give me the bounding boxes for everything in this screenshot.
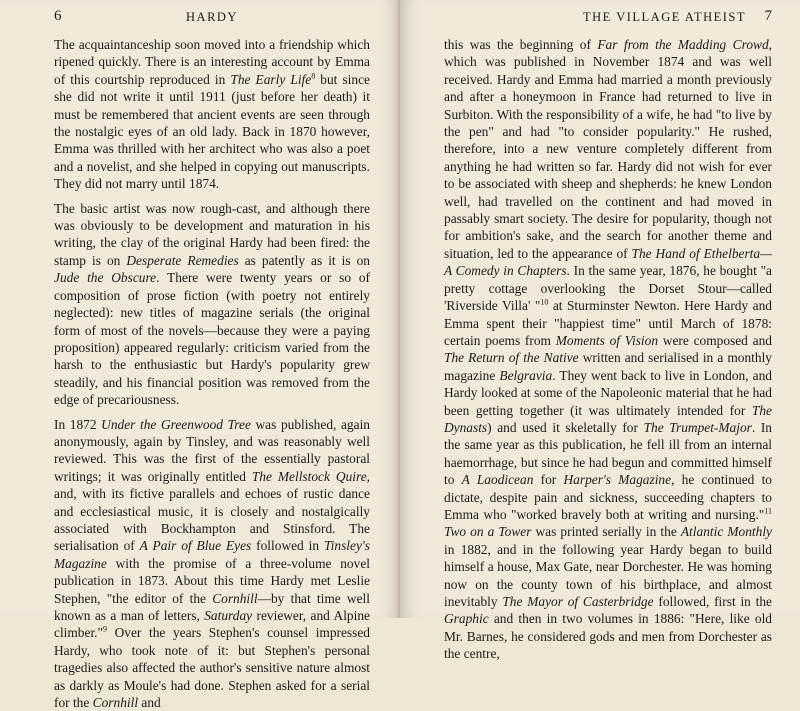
left-page-body	[54, 36, 370, 711]
italic-title: Atlantic Monthly	[680, 524, 772, 540]
text-run: written and serialised in a monthly magazine	[444, 350, 772, 383]
text-run: and	[138, 695, 161, 711]
text-run: this was the beginning of	[444, 37, 598, 52]
italic-title: The Mayor of Casterbridge	[502, 594, 654, 609]
footnote-marker: 10	[540, 297, 549, 307]
text-run: —by that time well known as a man of letters,	[54, 590, 370, 623]
italic-title: Far from the Madding Crowd	[597, 37, 769, 52]
left-page-number: 6	[54, 8, 62, 24]
paragraph	[54, 416, 370, 711]
italic-title: The Return of the Native	[444, 350, 579, 366]
text-run: for	[533, 472, 564, 488]
text-run: with the promise of a three-volume novel publication in 1873. About this time Hardy met Leslie Stephen, "the editor of the	[54, 555, 370, 606]
italic-title: Cornhill	[92, 695, 139, 711]
footnote-marker: 9	[102, 624, 107, 634]
text-run: as patently as it is on	[238, 252, 370, 268]
right-page	[400, 0, 800, 662]
right-page-body	[444, 36, 772, 663]
text-run: The acquaintanceship soon moved into a friendship which ripened quickly. There is an interesting account by Emma of this courtship reproduced in	[54, 37, 370, 87]
italic-title: Saturday	[204, 608, 253, 623]
text-run: . They went back to live in London, and Hardy looked at some of the Napoleonic material that he had been getting together (it was ultimately intended for	[444, 367, 772, 418]
italic-title: Jude the Obscure	[54, 270, 157, 286]
left-running-head: HARDY	[186, 10, 238, 24]
italic-title: Two on a Tower	[444, 524, 532, 540]
italic-title: The Hand of Ethelberta—A Comedy in Chapters	[444, 245, 772, 279]
text-run: . In the same year, 1876, he bought "a pretty cottage overlooking the Dorset Stour—called 'Riverside Villa' "	[444, 263, 772, 314]
text-run: followed in	[251, 538, 324, 554]
italic-title: Cornhill	[212, 590, 258, 606]
text-run: followed, first in the	[653, 594, 773, 609]
text-run: ) and used it skeletally for	[487, 419, 644, 435]
italic-title: A Laodicean	[461, 472, 534, 488]
italic-title: Belgravia	[499, 367, 553, 383]
text-run: and then in two volumes in 1886: "Here, like old Mr. Barnes, he considered gods and men from Dorchester as the centre,	[444, 611, 772, 662]
italic-title: A Pair of Blue Eyes	[139, 538, 252, 554]
paragraph	[444, 36, 772, 663]
italic-title: The Early Life	[230, 71, 312, 87]
italic-title: Graphic	[444, 611, 489, 627]
italic-title: The Mellstock Quire	[251, 468, 367, 484]
text-run: were composed and	[658, 332, 772, 348]
text-run: in 1882, and in the following year Hardy began to build himself a house, Max Gate, near Dorchester. He was homing now on the county town of his birthplace, and almost inevitably	[444, 541, 772, 609]
footnote-marker: 11	[764, 506, 772, 516]
text-run: , he continued to dictate, despite pain and sickness, succeeding chapters to Emma who "worked bravely both at writing and nursing."	[444, 472, 773, 522]
text-run: . There were twenty years or so of composition of prose fiction (with poetry not entirely neglected): new titles of magazine serials (the original form of most of the novels—because they were a paying proposition) appeared regularly: criticism varied from the harsh to the enthusiastic but Hardy's popularity grew steadily, and his financial position was removed from the edge of precariousness.	[54, 270, 370, 408]
right-running-head: THE VILLAGE ATHEIST	[583, 10, 746, 24]
right-page-number: 7	[764, 8, 772, 24]
italic-title: Tinsley's Magazine	[54, 538, 370, 571]
left-page-header	[54, 6, 370, 28]
text-run: reviewer, and Alpine climber."	[54, 608, 370, 641]
text-run: The basic artist was now rough-cast, and although there was obviously to be development and maturation in his writing, the clay of the original Hardy had been fired: the stamp is on	[54, 200, 370, 268]
italic-title: Desperate Remedies	[126, 252, 239, 268]
italic-title: The Dynasts	[444, 402, 772, 435]
text-run: was published, again anonymously, again by Tinsley, and was reasonably well reviewed. This was the first of the essentially pastoral writings; it was originally entitled	[54, 416, 370, 484]
text-run: , which was published in November 1874 and was well received. Hardy and Emma had married a month previously and after a honeymoon in France had returned to live in Surbiton. With the responsibility of a wife, he had "to live by the pen" and had "to consider popularity." He rushed, therefore, into a new venture completely different from anything he had written so far. Hardy did not wish for ever to be associated with sheep and shepherds: he knew London well, had travelled on the continent and had moved in passably smart society. The desire for popularity, though not for ambition's sake, and the search for another theme and situation, led to the appearance of	[444, 37, 772, 261]
text-run: but since she did not write it until 1911 (just before her death) it must be remembered that ancient events are seen through the nostalgic eyes of an old lady. Back in 1870 however, Emma was thrilled with her architect who was also a poet and a novelist, and she helped in copying out manuscripts. They did not marry until 1874.	[54, 71, 370, 192]
italic-title: The Trumpet-Major	[643, 419, 752, 435]
right-page-header	[444, 6, 772, 28]
text-run: at Sturminster Newton. Here Hardy and Emma spent their "happiest time" until March of 1878: certain poems from	[444, 298, 772, 348]
paragraph	[54, 36, 370, 193]
italic-title: Under the Greenwood Tree	[101, 416, 251, 432]
text-run: was printed serially in the	[531, 524, 681, 540]
text-run: , and, with its fictive parallels and echoes of rustic dance and ecclesiastical music, it is closely and nostalgically associated with Bockhampton and Stinsford. The serialisation of	[54, 468, 371, 554]
text-run: In 1872	[54, 416, 102, 432]
text-run: Over the years Stephen's counsel impressed Hardy, who took note of it: but Stephen's personal tragedies also affected the author's sensitive nature almost as darkly as Moule's had done. Stephen asked for a serial for the	[54, 625, 370, 711]
italic-title: Moments of Vision	[555, 332, 659, 348]
paragraph	[54, 200, 370, 409]
italic-title: Harper's Magazine	[563, 472, 672, 488]
footnote-marker: 8	[311, 71, 316, 81]
text-run: . In the same year as this publication, he fell ill from an internal haemorrhage, but since he had begun and committed himself to	[444, 419, 772, 488]
